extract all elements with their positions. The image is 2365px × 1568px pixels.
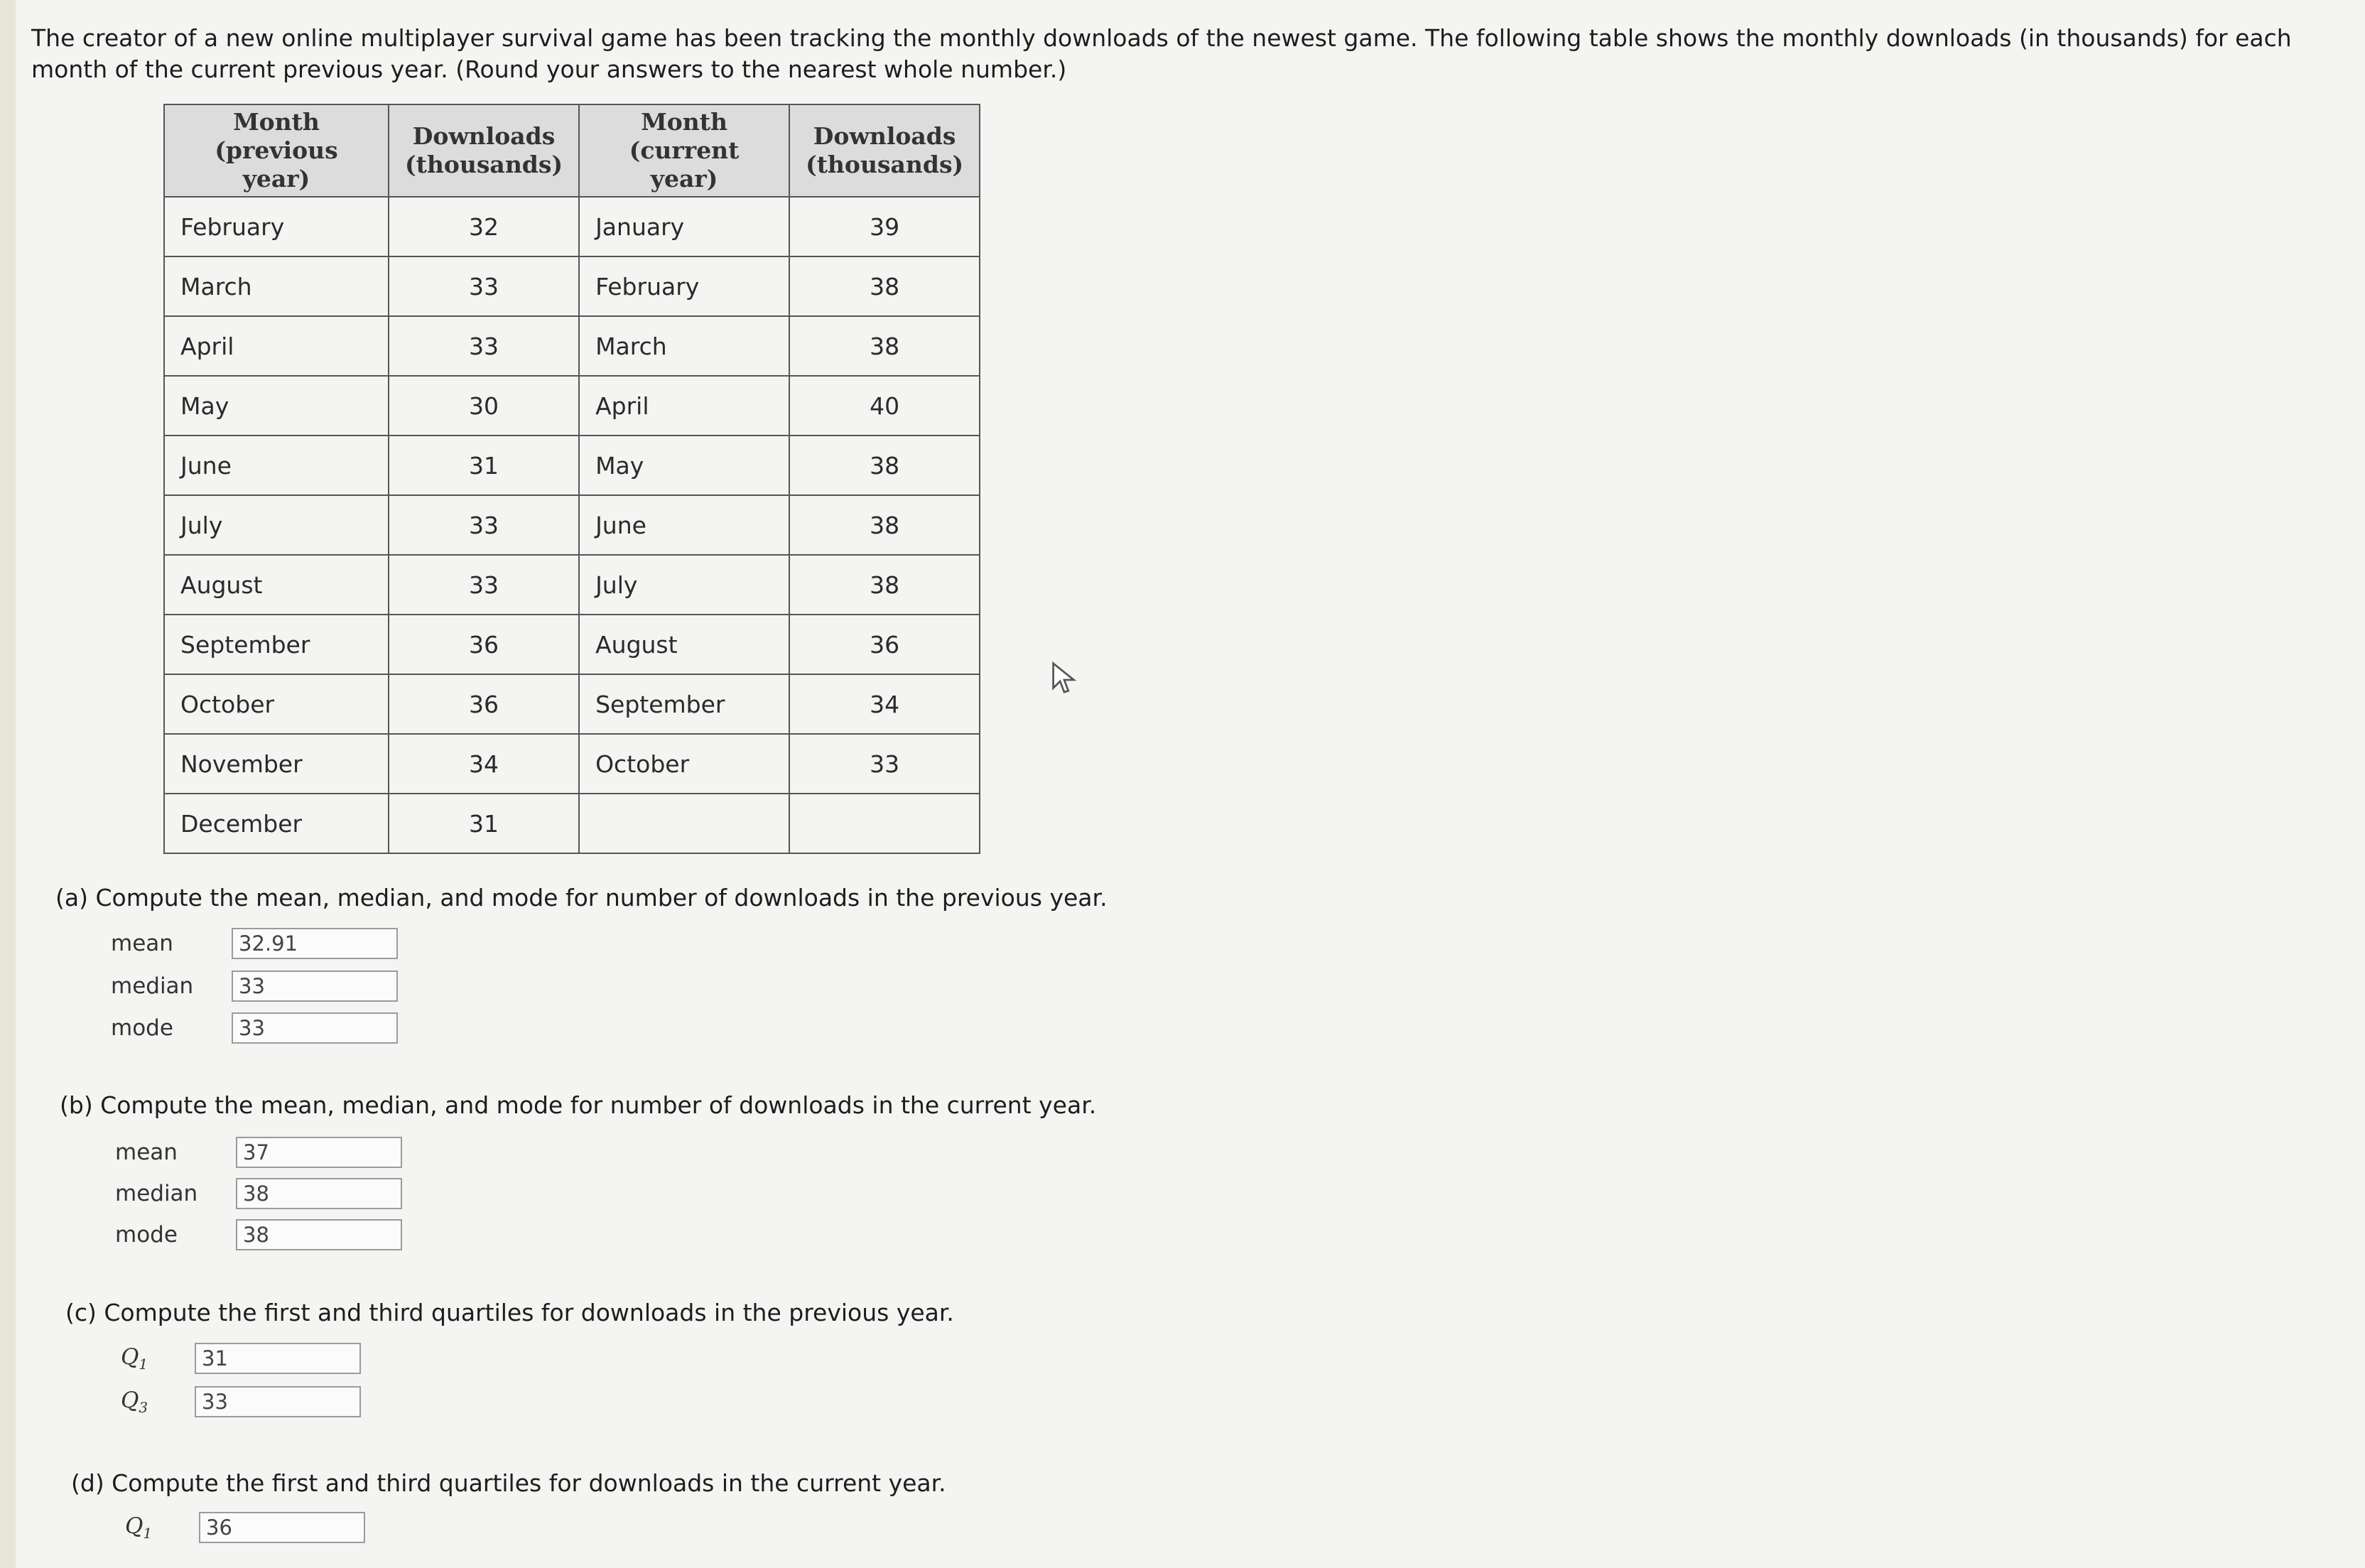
problem-intro: The creator of a new online multiplayer survival game has been tracking the monthly downloads of the newest game. The following table shows the monthly downloads (in thousands) for each month of the current previous year. (Round your answers to the nearest whole number.) (31, 24, 2292, 83)
table-row (164, 674, 980, 734)
part-a-mean-row (111, 928, 398, 959)
downloads-cell: 36 (789, 615, 980, 674)
downloads-cell: 33 (389, 316, 579, 376)
month-cell: June (579, 495, 789, 555)
downloads-cell: 39 (789, 197, 980, 256)
downloads-cell (789, 794, 980, 853)
median-label: median (115, 1181, 198, 1206)
month-cell: December (164, 794, 389, 853)
month-cell: April (579, 376, 789, 436)
month-cell (579, 794, 789, 853)
month-cell: June (164, 436, 389, 495)
header-month-current: Month (current year) (579, 104, 789, 197)
downloads-cell: 38 (789, 495, 980, 555)
part-d-q1-row (125, 1512, 365, 1543)
downloads-cell: 36 (389, 674, 579, 734)
downloads-cell: 34 (789, 674, 980, 734)
header-month-previous: Month (previous year) (164, 104, 389, 197)
downloads-cell: 33 (389, 495, 579, 555)
downloads-cell: 33 (389, 256, 579, 316)
downloads-cell: 32 (389, 197, 579, 256)
month-cell: February (164, 197, 389, 256)
month-cell: August (164, 555, 389, 615)
downloads-cell: 31 (389, 794, 579, 853)
month-cell: May (579, 436, 789, 495)
mean-label: mean (111, 931, 173, 956)
month-cell: October (164, 674, 389, 734)
table-row (164, 436, 980, 495)
part-c-q3-row (121, 1386, 361, 1417)
part-b-mode-input[interactable]: 38 (236, 1219, 402, 1250)
header-downloads-previous: Downloads (thousands) (389, 104, 579, 197)
month-cell: April (164, 316, 389, 376)
table-row (164, 615, 980, 674)
downloads-cell: 38 (789, 316, 980, 376)
month-cell: January (579, 197, 789, 256)
part-b-mean-row (115, 1137, 402, 1168)
downloads-cell: 40 (789, 376, 980, 436)
part-a-mode-input[interactable]: 33 (232, 1012, 398, 1044)
median-label: median (111, 973, 194, 999)
month-cell: November (164, 734, 389, 794)
month-cell: October (579, 734, 789, 794)
part-b-prompt: (b) Compute the mean, median, and mode for number of downloads in the current year. (60, 1091, 1097, 1119)
table-row (164, 794, 980, 853)
part-a-median-row (111, 970, 398, 1002)
part-b-mode-row (115, 1219, 402, 1250)
month-cell: February (579, 256, 789, 316)
downloads-cell: 33 (389, 555, 579, 615)
mode-label: mode (111, 1015, 173, 1041)
part-a-prompt: (a) Compute the mean, median, and mode for number of downloads in the previous year. (55, 884, 1108, 912)
downloads-table (163, 104, 980, 854)
month-cell: May (164, 376, 389, 436)
month-cell: August (579, 615, 789, 674)
month-cell: March (164, 256, 389, 316)
downloads-cell: 36 (389, 615, 579, 674)
part-a-median-input[interactable]: 33 (232, 970, 398, 1002)
q3-label: $Q_3$ (121, 1387, 148, 1417)
part-b-median-row (115, 1178, 402, 1209)
part-b-mean-input[interactable]: 37 (236, 1137, 402, 1168)
part-b-median-input[interactable]: 38 (236, 1178, 402, 1209)
part-c-q3-input[interactable]: 33 (195, 1386, 361, 1417)
part-c-prompt: (c) Compute the first and third quartiles for downloads in the previous year. (65, 1299, 954, 1326)
month-cell: September (164, 615, 389, 674)
table-row (164, 495, 980, 555)
month-cell: September (579, 674, 789, 734)
table-row (164, 256, 980, 316)
mean-label: mean (115, 1140, 178, 1165)
downloads-cell: 31 (389, 436, 579, 495)
part-a-mode-row (111, 1012, 398, 1044)
mode-label: mode (115, 1222, 178, 1248)
header-downloads-current: Downloads (thousands) (789, 104, 980, 197)
part-d-q1-input[interactable]: 36 (199, 1512, 365, 1543)
downloads-cell: 34 (389, 734, 579, 794)
part-c-q1-row (121, 1343, 361, 1374)
month-cell: July (164, 495, 389, 555)
month-cell: July (579, 555, 789, 615)
part-c-q1-input[interactable]: 31 (195, 1343, 361, 1374)
table-row (164, 316, 980, 376)
table-row (164, 734, 980, 794)
month-cell: March (579, 316, 789, 376)
table-row (164, 376, 980, 436)
downloads-cell: 30 (389, 376, 579, 436)
part-a-mean-input[interactable]: 32.91 (232, 928, 398, 959)
downloads-cell: 33 (789, 734, 980, 794)
downloads-cell: 38 (789, 256, 980, 316)
q1-label: $Q_1$ (125, 1513, 153, 1542)
mouse-pointer-icon (1050, 661, 1078, 696)
part-d-prompt: (d) Compute the first and third quartiles for downloads in the current year. (71, 1469, 946, 1497)
q1-label: $Q_1$ (121, 1343, 148, 1373)
downloads-cell: 38 (789, 555, 980, 615)
page-edge-strip (0, 0, 16, 1568)
table-row (164, 555, 980, 615)
downloads-cell: 38 (789, 436, 980, 495)
table-row (164, 197, 980, 256)
